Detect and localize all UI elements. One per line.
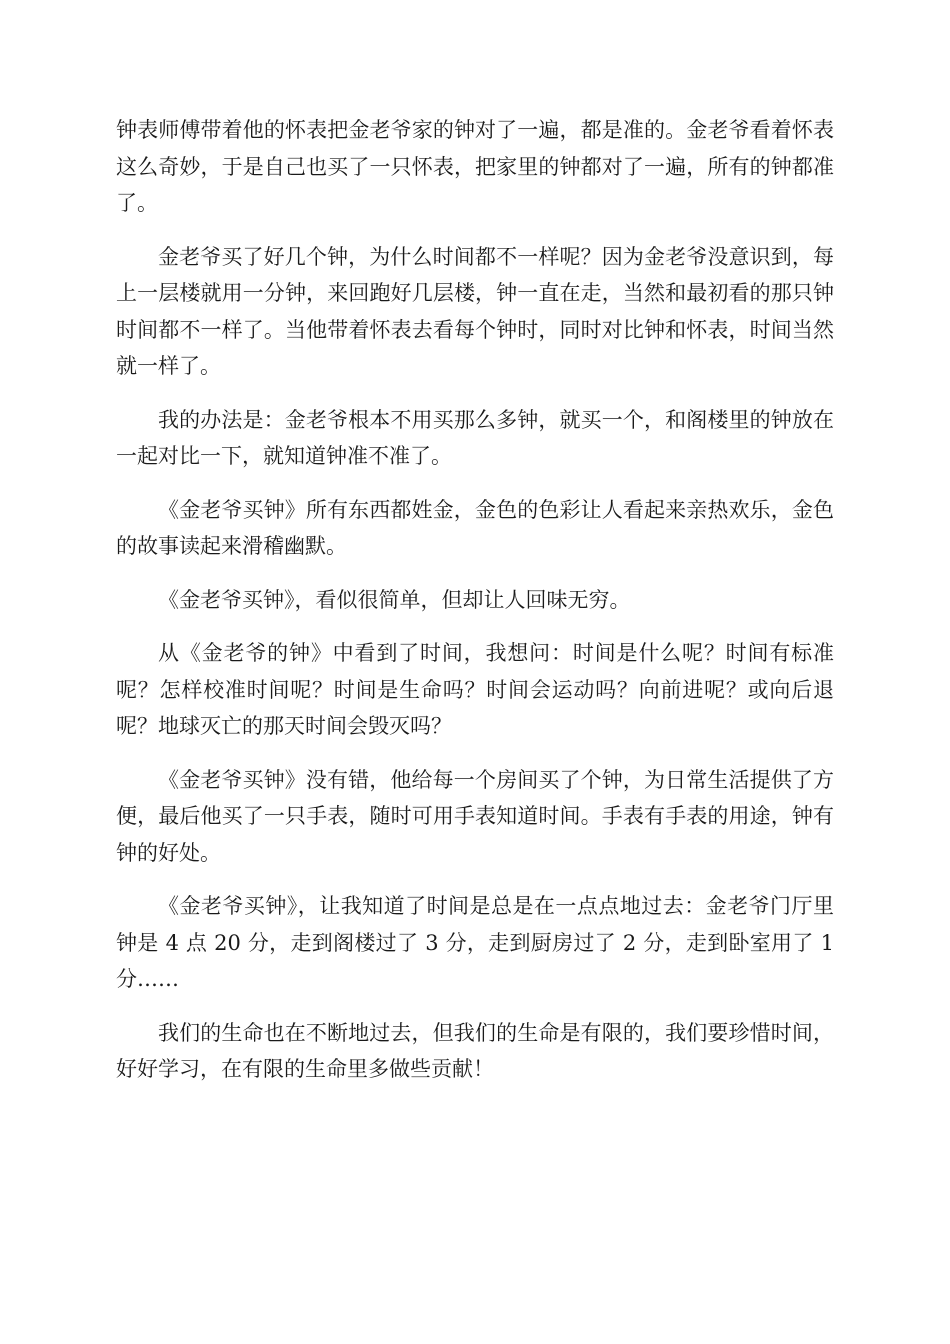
paragraph-9: 我们的生命也在不断地过去，但我们的生命是有限的，我们要珍惜时间，好好学习，在有限的生命里多做些贡献！ [116, 1020, 834, 1081]
paragraph-2: 金老爷买了好几个钟，为什么时间都不一样呢？因为金老爷没意识到，每上一层楼就用一分钟，来回跑好几层楼，钟一直在走，当然和最初看的那只钟时间都不一样了。当他带着怀表去看每个钟时，同时对比钟和怀表，时间当然就一样了。 [116, 244, 834, 378]
paragraph-6: 从《金老爷的钟》中看到了时间，我想问：时间是什么呢？时间有标准呢？怎样校准时间呢？时间是生命吗？时间会运动吗？向前进呢？或向后退呢？地球灭亡的那天时间会毁灭吗？ [116, 641, 834, 738]
paragraph-3: 我的办法是：金老爷根本不用买那么多钟，就买一个，和阁楼里的钟放在一起对比一下，就知道钟准不准了。 [116, 407, 834, 468]
paragraph-8: 《金老爷买钟》，让我知道了时间是总是在一点点地过去：金老爷门厅里钟是 4 点 20 分，走到阁楼过了 3 分，走到厨房过了 2 分，走到卧室用了 1 分…… [116, 894, 834, 991]
paragraph-5: 《金老爷买钟》，看似很简单，但却让人回味无穷。 [158, 587, 631, 612]
document-body [116, 112, 834, 1105]
paragraph-1: 钟表师傅带着他的怀表把金老爷家的钟对了一遍，都是准的。金老爷看着怀表这么奇妙，于是自己也买了一只怀表，把家里的钟都对了一遍，所有的钟都准了。 [116, 118, 834, 215]
paragraph-7: 《金老爷买钟》没有错，他给每一个房间买了个钟，为日常生活提供了方便，最后他买了一只手表，随时可用手表知道时间。手表有手表的用途，钟有钟的好处。 [116, 767, 834, 865]
paragraph-4: 《金老爷买钟》所有东西都姓金，金色的色彩让人看起来亲热欢乐，金色的故事读起来滑稽幽默。 [116, 497, 834, 558]
